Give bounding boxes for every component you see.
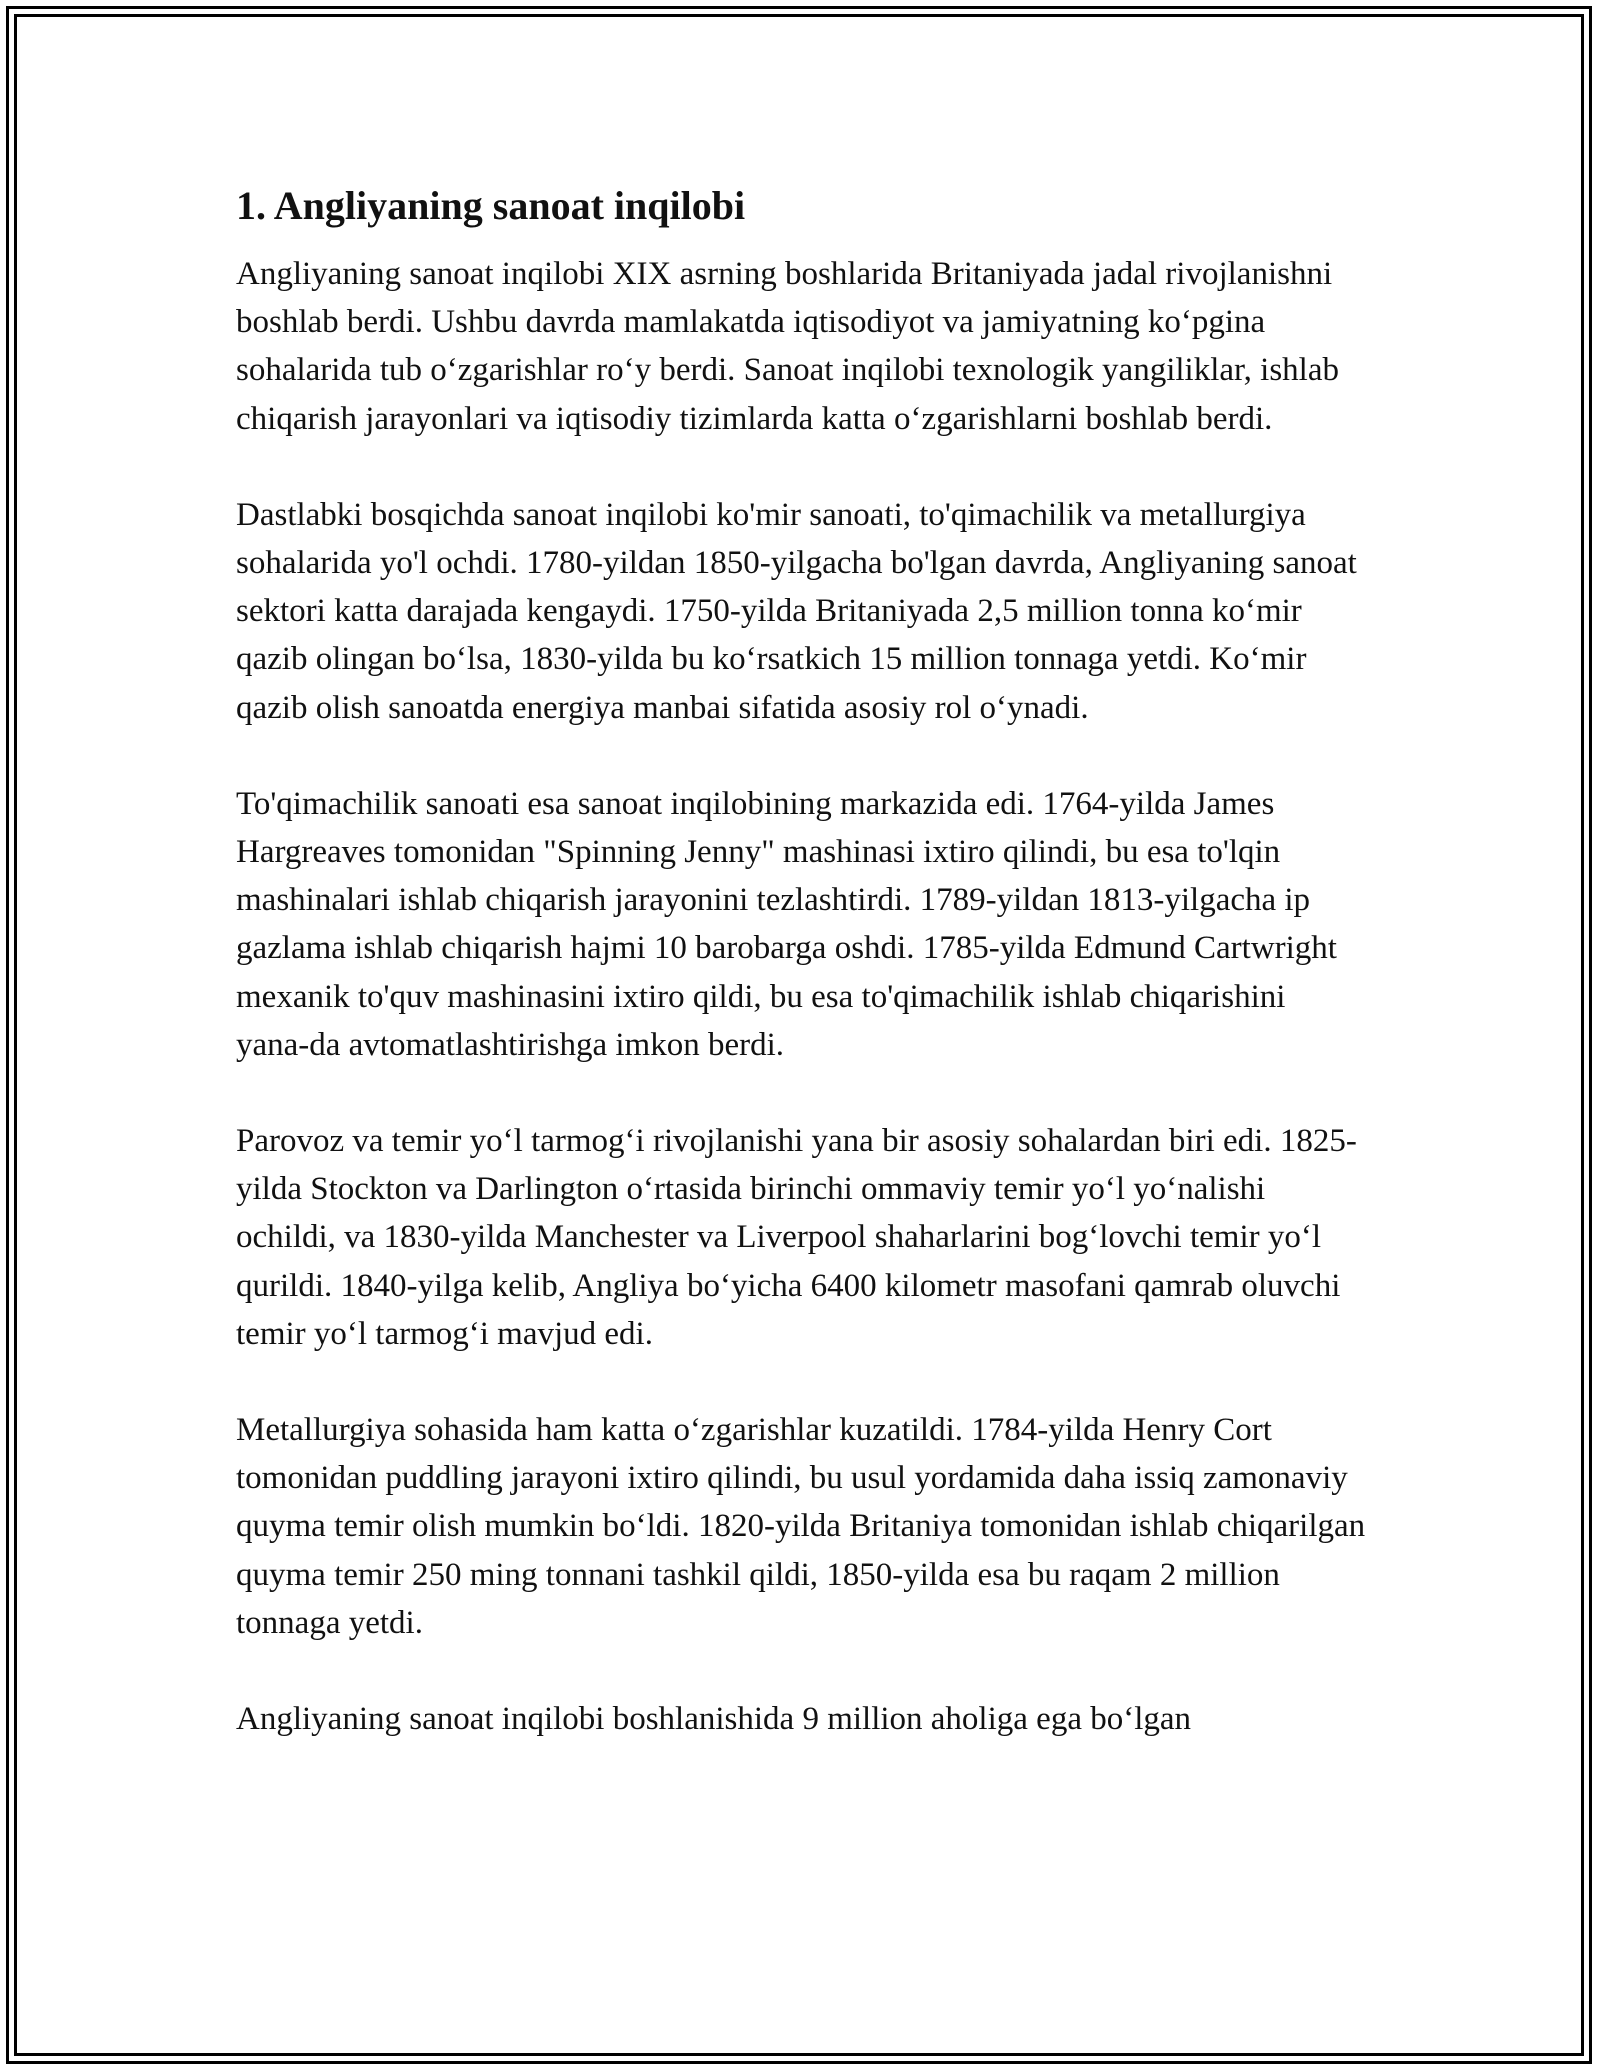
- paragraph-population: Angliyaning sanoat inqilobi boshlanishida 9 million aholiga ega bo‘lgan: [236, 1701, 1192, 1738]
- document-title: 1. Angliyaning sanoat inqilobi: [236, 183, 746, 228]
- paragraph-textile-industry: To'qimachilik sanoati esa sanoat inqilobining markazida edi. 1764-yilda James Hargreaves tomonidan "Spinning Jenny" mashinasi ixtiro qilindi, bu esa to'lqin mashinalari ishlab chiqarish jarayonini tezlashtirdi. 1789-yildan 1813-yilgacha ip gazlama ishlab chiqarish hajmi 10 barobarga oshdi. 1785-yilda Edmund Cartwright mexanik to'quv mashinasini ixtiro qildi, bu esa to'qimachilik ishlab chiqarishini yana-da avtomatlashtirishga imkon berdi.: [236, 785, 1337, 1063]
- paragraph-intro: Angliyaning sanoat inqilobi XIX asrning boshlarida Britaniyada jadal rivojlanishni boshlab berdi. Ushbu davrda mamlakatda iqtisodiyot va jamiyatning ko‘pgina sohalarida tub o‘zgarishlar ro‘y berdi. Sanoat inqilobi texnologik yangiliklar, ishlab chiqarish jarayonlari va iqtisodiy tizimlarda katta o‘zgarishlarni boshlab berdi.: [236, 256, 1340, 437]
- document-body: [236, 180, 1366, 1791]
- paragraph-railways: Parovoz va temir yo‘l tarmog‘i rivojlanishi yana bir asosiy sohalardan biri edi. 1825-yilda Stockton va Darlington o‘rtasida birinchi ommaviy temir yo‘l yo‘nalishi ochildi, va 1830-yilda Manchester va Liverpool shaharlarini bog‘lovchi temir yo‘l qurildi. 1840-yilga kelib, Angliya bo‘yicha 6400 kilometr masofani qamrab oluvchi temir yo‘l tarmog‘i mavjud edi.: [236, 1123, 1357, 1352]
- paragraph-coal-industry: Dastlabki bosqichda sanoat inqilobi ko'mir sanoati, to'qimachilik va metallurgiya sohalarida yo'l ochdi. 1780-yildan 1850-yilgacha bo'lgan davrda, Angliyaning sanoat sektori katta darajada kengaydi. 1750-yilda Britaniyada 2,5 million tonna ko‘mir qazib olingan bo‘lsa, 1830-yilda bu ko‘rsatkich 15 million tonnaga yetdi. Ko‘mir qazib olish sanoatda energiya manbai sifatida asosiy rol o‘ynadi.: [236, 496, 1357, 726]
- paragraph-metallurgy: Metallurgiya sohasida ham katta o‘zgarishlar kuzatildi. 1784-yilda Henry Cort tomonidan puddling jarayoni ixtiro qilindi, bu usul yordamida daha issiq zamonaviy quyma temir olish mumkin bo‘ldi. 1820-yilda Britaniya tomonidan ishlab chiqarilgan quyma temir 250 ming tonnani tashkil qildi, 1850-yilda esa bu raqam 2 million tonnaga yetdi.: [236, 1412, 1366, 1641]
